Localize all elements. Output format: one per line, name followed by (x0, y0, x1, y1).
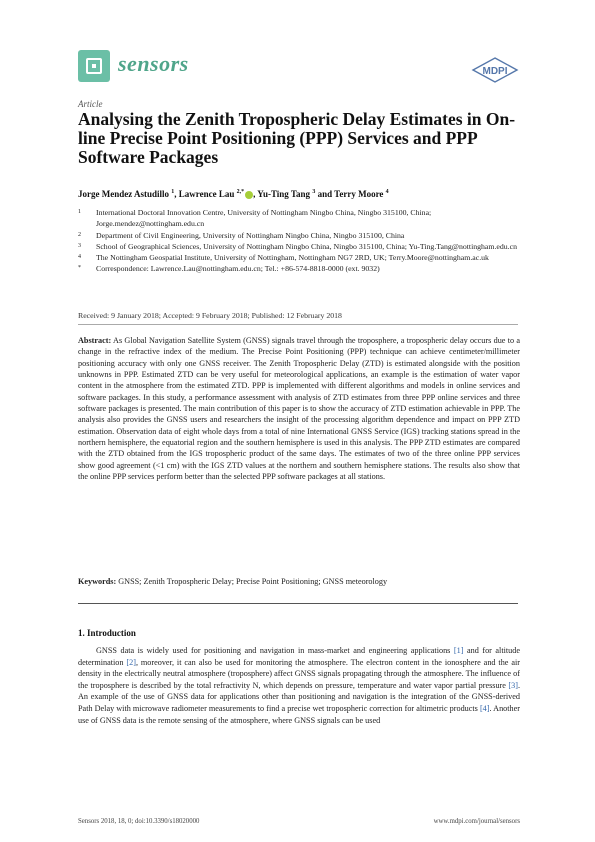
paragraph: GNSS data is widely used for positioning and navigation in mass-market and engineering applications [1] and for altitude determination [2], moreover, it can also be used for monitoring the atmosphere. The electron content in the ionosphere and the air density in the electrically neutral atmosphere (troposphere) affect GNSS signals propagating through the atmosphere. The influence of the troposphere is described by the total refractivity N, which depends on pressure, temperature and water vapor partial pressure [3]. An example of the use of GNSS data for applications other than positioning and navigation is the integration of the GNSS-derived Path Delay with microwave radiometer measurements to find a precise wet tropospheric correction for altimetric products [4]. Another use of GNSS data is the remote sensing of the atmosphere, where GNSS signals can be used (78, 646, 520, 725)
affiliation-item: 2 Department of Civil Engineering, University of Nottingham Ningbo China, Ningbo 315100, China (78, 230, 405, 240)
citation-link[interactable]: [1] (453, 646, 464, 655)
keywords-label: Keywords: (78, 577, 117, 586)
journal-logo-icon (78, 50, 110, 82)
abstract-label: Abstract: (78, 336, 112, 345)
citation-link[interactable]: [4] (479, 703, 490, 713)
footer-citation: Sensors 2018, 18, 0; doi:10.3390/s18020000 (78, 818, 200, 825)
affiliation-item: 1 International Doctoral Innovation Centre, University of Nottingham Ningbo China, Ningbo 315100, China; Jorge.mendez@nottingham.edu.cn (78, 208, 432, 229)
section-heading: 1. Introduction (78, 628, 136, 638)
body-text (78, 645, 520, 726)
keywords-text: GNSS; Zenith Tropospheric Delay; Precise Point Positioning; GNSS meteorology (118, 577, 388, 586)
footer-url[interactable]: www.mdpi.com/journal/sensors (433, 818, 520, 825)
publication-dates: Received: 9 January 2018; Accepted: 9 February 2018; Published: 12 February 2018 (78, 311, 342, 320)
affiliation-item: 4 The Nottingham Geospatial Institute, University of Nottingham, Nottingham NG7 2RD, UK; Terry.Moore@nottingham.ac.uk (78, 253, 489, 263)
author-name: Jorge Mendez Astudillo (78, 189, 169, 199)
keywords (78, 576, 520, 587)
svg-text:MDPI: MDPI (482, 66, 508, 77)
affiliations (78, 207, 538, 275)
authors: Jorge Mendez Astudillo $^1$, Lawrence Lau $^{2,*}$ , Yu-Ting Tang $^3$ and Terry Moore $^4$ (78, 189, 389, 199)
abstract-text: As Global Navigation Satellite System (GNSS) signals travel through the troposphere, a tropospheric delay occurs due to a change in the refractive index of the medium. The Precise Point Positioning (PPP) technique can achieve centimeter/millimeter positioning accuracy with only one GNSS receiver. The Zenith Tropospheric Delay (ZTD) is estimated alongside with the position unknowns in PPP. Estimated ZTD can be very useful for meteorological applications, an example is the estimation of water vapor content in the atmosphere from the estimated ZTD. PPP is implemented with different algorithms and models in online services and software packages. In this study, a performance assessment with analysis of ZTD estimates from three PPP online services and three software packages is presented. The main contribution of this paper is to show the accuracy of ZTD estimation achievable in PPP. The analysis also provides the GNSS users and researchers the insight of the processing algorithm dependence and impact on PPP ZTD estimation. Observation data of eight whole days from a total of nine International GNSS Service (IGS) tracking stations spread in the northern hemisphere, the equatorial region and the southern hemisphere is used in this analysis. The PPP ZTD estimates are compared with the ZTD obtained from the IGS tropospheric product of the same days. The estimates of two of the three online PPP services show good agreement (<1 cm) with the IGS ZTD values at the northern and southern hemisphere stations. The results also show that the online PPP services perform better than the selected PPP software packages at all stations. (78, 336, 520, 482)
mdpi-logo-icon (470, 57, 520, 83)
abstract (78, 335, 520, 482)
page-title: Analysing the Zenith Tropospheric Delay Estimates in On-line Precise Point Positioning (PPP) Services and PPP Software Packages (78, 109, 516, 167)
divider (78, 324, 518, 325)
correspondence: * Correspondence: Lawrence.Lau@nottingham.edu.cn; Tel.: +86-574-8818-0000 (ext. 9032) (78, 264, 380, 274)
citation-link[interactable]: [3] (508, 680, 518, 690)
orcid-icon[interactable] (245, 191, 253, 199)
author-name: Terry Moore (334, 189, 384, 199)
affiliation-item: 3 School of Geographical Sciences, University of Nottingham Ningbo China, Ningbo 315100, China; Yu-Ting.Tang@nottingham.edu.cn (78, 241, 517, 251)
author-name: Lawrence Lau (178, 189, 235, 199)
journal-name: sensors (118, 51, 189, 76)
author-name: Yu-Ting Tang (257, 189, 311, 199)
divider (78, 603, 518, 604)
citation-link[interactable]: [2] (126, 657, 136, 667)
article-type: Article (78, 99, 103, 109)
